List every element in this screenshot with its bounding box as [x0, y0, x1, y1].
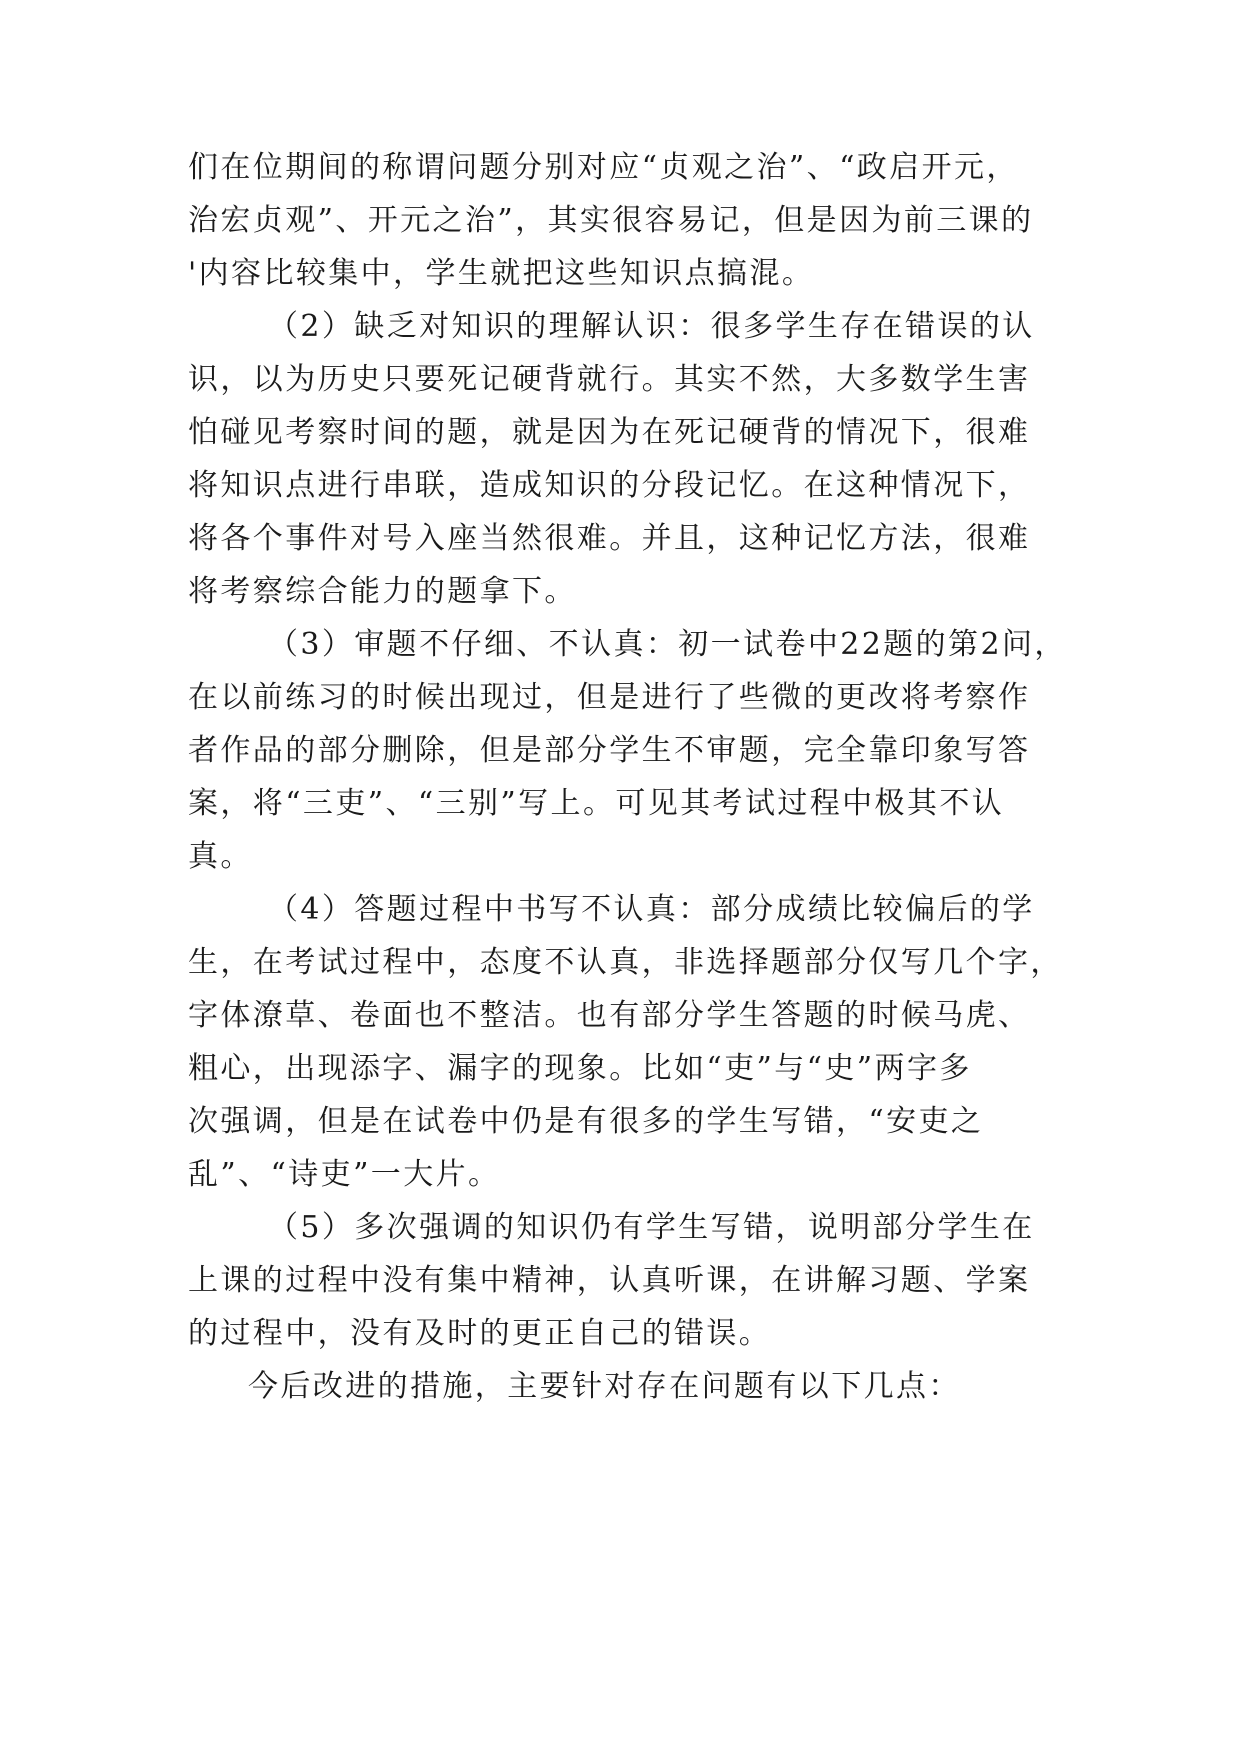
- text-line: 案，将“三吏”、“三别”写上。可见其考试过程中极其不认: [188, 786, 1005, 821]
- text-line: 字体潦草、卷面也不整洁。也有部分学生答题的时候马虎、: [188, 998, 1031, 1033]
- text-line: 真。: [188, 839, 253, 874]
- text-line: 上课的过程中没有集中精神，认真听课，在讲解习题、学案: [188, 1263, 1031, 1298]
- text-line: 的过程中，没有及时的更正自己的错误。: [188, 1316, 772, 1351]
- text-line: 将各个事件对号入座当然很难。并且，这种记忆方法，很难: [188, 521, 1031, 556]
- text-line: 将考察综合能力的题拿下。: [188, 574, 577, 609]
- text-line: '内容比较集中，学生就把这些知识点搞混。: [188, 256, 815, 291]
- text-line: 者作品的部分删除，但是部分学生不审题，完全靠印象写答: [188, 733, 1031, 768]
- text-line: 生，在考试过程中，态度不认真，非选择题部分仅写几个字，: [188, 945, 1063, 980]
- text-line: 乱”、“诗吏”一大片。: [188, 1157, 501, 1192]
- measures-intro: 今后改进的措施，主要针对存在问题有以下几点：: [248, 1369, 961, 1404]
- paragraph-2-start: （2）缺乏对知识的理解认识：很多学生存在错误的认: [268, 309, 1035, 344]
- text-line: 治宏贞观”、开元之治”，其实很容易记，但是因为前三课的: [188, 203, 1034, 238]
- text-line: 将知识点进行串联，造成知识的分段记忆。在这种情况下，: [188, 468, 1031, 503]
- text-line: 们在位期间的称谓问题分别对应“贞观之治”、“政启开元，: [188, 150, 1019, 185]
- text-line: 粗心，出现添字、漏字的现象。比如“吏”与“史”两字多: [188, 1051, 972, 1086]
- text-line: 次强调，但是在试卷中仍是有很多的学生写错，“安吏之: [188, 1104, 984, 1139]
- paragraph-4-start: （4）答题过程中书写不认真：部分成绩比较偏后的学: [268, 892, 1035, 927]
- text-line: 怕碰见考察时间的题，就是因为在死记硬背的情况下，很难: [188, 415, 1031, 450]
- text-line: 在以前练习的时候出现过，但是进行了些微的更改将考察作: [188, 680, 1031, 715]
- paragraph-5-start: （5）多次强调的知识仍有学生写错，说明部分学生在: [268, 1210, 1035, 1245]
- paragraph-3-start: （3）审题不仔细、不认真：初一试卷中22题的第2问，: [268, 627, 1067, 662]
- text-line: 识，以为历史只要死记硬背就行。其实不然，大多数学生害: [188, 362, 1031, 397]
